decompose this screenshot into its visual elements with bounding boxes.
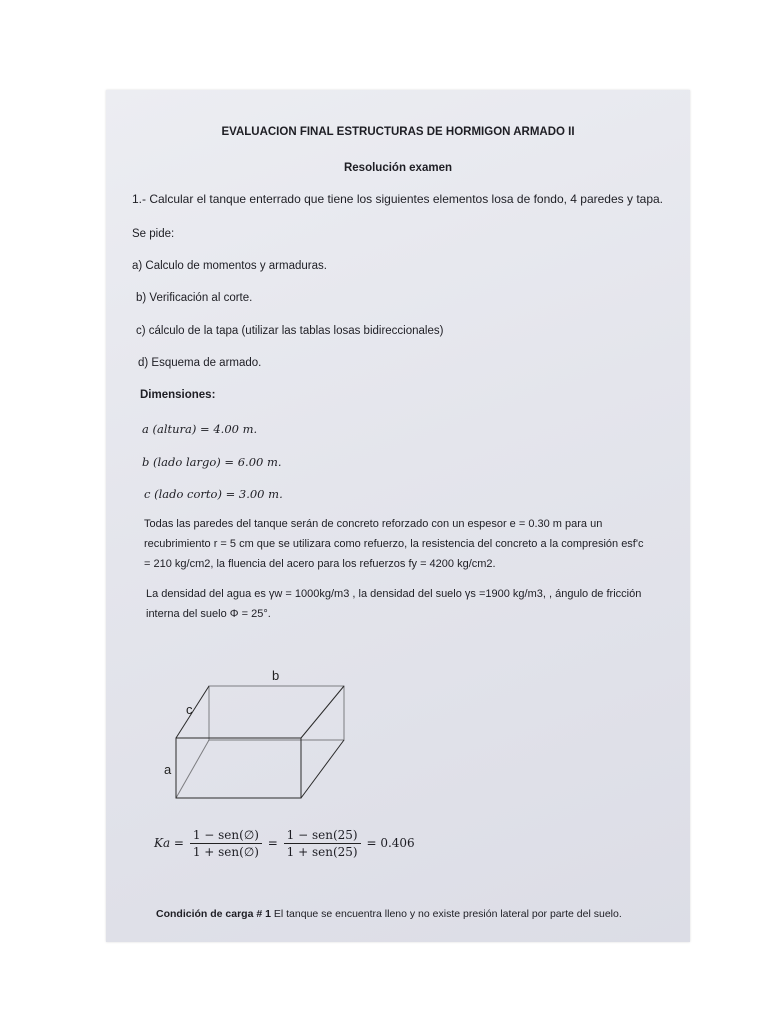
tank-edge-left-top — [176, 686, 209, 738]
request-item-c: c) cálculo de la tapa (utilizar las tablas losas bidireccionales) — [136, 325, 444, 337]
material-paragraph — [144, 514, 660, 574]
ka-formula: Ka = $\frac{\text{1 − sen(∅)}}{\text{1 + sen(∅)}}$ = $\frac{\text{1 − sen(25)}}{\text{1 + sen(25)}}$ = 0.406 — [154, 828, 415, 859]
load-case-line — [156, 908, 622, 920]
dimension-b: b (lado largo) = 6.00 m. — [142, 455, 282, 469]
request-item-a: a) Calculo de momentos y armaduras. — [132, 260, 327, 272]
problem-statement: 1.- Calcular el tanque enterrado que tiene los siguientes elementos losa de fondo, 4 paredes y tapa. — [132, 192, 664, 206]
tank-diagram — [164, 670, 414, 810]
tank-edge-right-bottom — [301, 740, 344, 798]
fraction-2 — [284, 828, 361, 859]
dimension-a: a (altura) = 4.00 m. — [142, 422, 258, 436]
label-a: a — [164, 762, 172, 777]
material-line-3: = 210 kg/cm2, la fluencia del acero para los refuerzos fy = 4200 kg/cm2. — [144, 558, 496, 570]
fraction-2-numerator: 1 − sen(25) — [284, 828, 361, 844]
ka-lhs: Ka = — [154, 836, 184, 850]
document-subtitle: Resolución examen — [343, 162, 452, 174]
dimensions-heading: Dimensiones: — [140, 389, 216, 401]
material-line-2: recubrimiento r = 5 cm que se utilizara como refuerzo, la resistencia del concreto a la compresión esf'c — [144, 538, 644, 550]
fraction-1-denominator: 1 + sen(∅) — [192, 845, 259, 859]
ka-result: = 0.406 — [366, 836, 415, 850]
document-title: EVALUACION FINAL ESTRUCTURAS DE HORMIGON ARMADO II — [221, 126, 575, 138]
request-item-b: b) Verificación al corte. — [136, 292, 253, 304]
tank-back-face — [209, 686, 344, 740]
tank-front-face — [176, 738, 301, 798]
tank-edge-right-top — [301, 686, 344, 738]
dimension-c: c (lado corto) = 3.00 m. — [144, 487, 283, 501]
load-case-label: Condición de carga # 1 — [156, 908, 271, 920]
fraction-1-numerator: 1 − sen(∅) — [190, 828, 262, 844]
material-line-1: Todas las paredes del tanque serán de concreto reforzado con un espesor e = 0.30 m para un — [144, 518, 603, 530]
fraction-1 — [190, 828, 262, 859]
request-item-d: d) Esquema de armado. — [138, 357, 262, 369]
document-page — [106, 90, 690, 942]
se-pide-label: Se pide: — [132, 228, 175, 240]
label-b: b — [272, 670, 280, 683]
fraction-2-denominator: 1 + sen(25) — [286, 845, 358, 859]
label-c: c — [186, 702, 193, 717]
density-paragraph — [146, 584, 662, 624]
tank-edge-left-bottom — [176, 740, 209, 798]
density-line-1: La densidad del agua es γw = 1000kg/m3 , la densidad del suelo γs =1900 kg/m3, , ángulo de fricción — [146, 588, 642, 600]
load-case-text: El tanque se encuentra lleno y no existe presión lateral por parte del suelo. — [273, 908, 622, 920]
density-line-2: interna del suelo Φ = 25°. — [146, 608, 271, 620]
